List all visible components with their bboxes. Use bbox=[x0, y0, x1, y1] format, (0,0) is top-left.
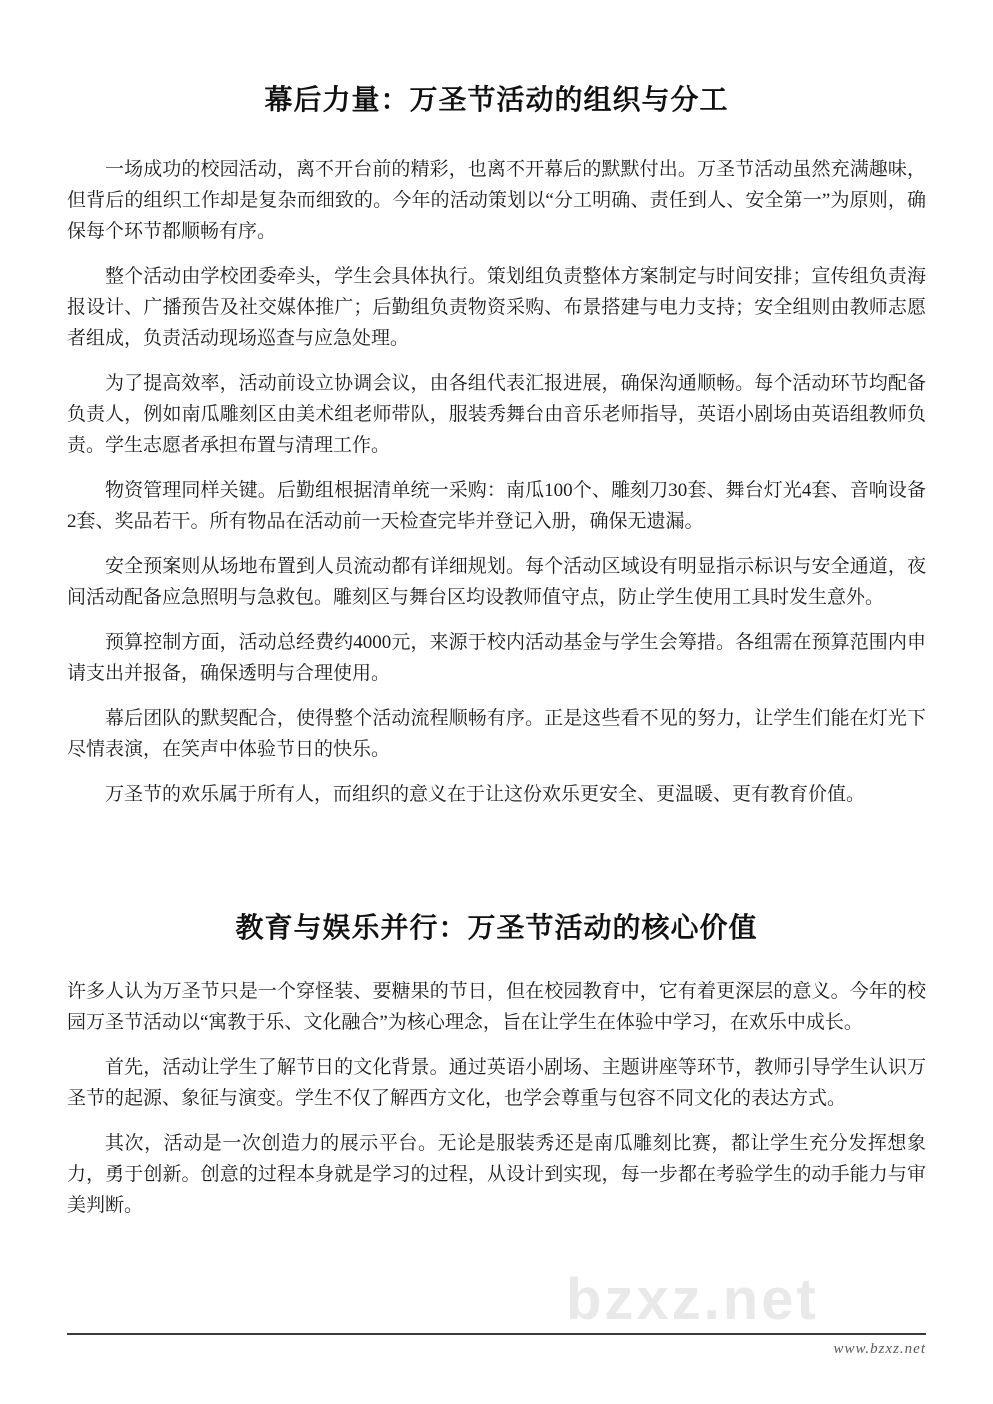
paragraph: 许多人认为万圣节只是一个穿怪装、要糖果的节日，但在校园教育中，它有着更深层的意义。今年的校园万圣节活动以“寓教于乐、文化融合”为核心理念，旨在让学生在体验中学习，在欢乐中成长。 bbox=[67, 981, 926, 1033]
section-1-title: 幕后力量：万圣节活动的组织与分工 bbox=[264, 85, 729, 116]
article-section-2 bbox=[67, 912, 926, 1221]
paragraph: 一场成功的校园活动，离不开台前的精彩，也离不开幕后的默默付出。万圣节活动虽然充满趣味，但背后的组织工作却是复杂而细致的。今年的活动策划以“分工明确、责任到人、安全第一”为原则，确保每个环节都顺畅有序。 bbox=[67, 159, 926, 242]
footer-divider bbox=[67, 1333, 926, 1335]
paragraph: 预算控制方面，活动总经费约4000元，来源于校内活动基金与学生会筹措。各组需在预算范围内申请支出并报备，确保透明与合理使用。 bbox=[67, 632, 926, 684]
paragraph: 整个活动由学校团委牵头，学生会具体执行。策划组负责整体方案制定与时间安排；宣传组负责海报设计、广播预告及社交媒体推广；后勤组负责物资采购、布景搭建与电力支持；安全组则由教师志愿者组成，负责活动现场巡查与应急处理。 bbox=[67, 266, 926, 349]
paragraph: 首先，活动让学生了解节日的文化背景。通过英语小剧场、主题讲座等环节，教师引导学生认识万圣节的起源、象征与演变。学生不仅了解西方文化，也学会尊重与包容不同文化的表达方式。 bbox=[67, 1057, 926, 1109]
paragraph: 万圣节的欢乐属于所有人，而组织的意义在于让这份欢乐更安全、更温暖、更有教育价值。 bbox=[105, 784, 866, 805]
paragraph: 幕后团队的默契配合，使得整个活动流程顺畅有序。正是这些看不见的努力，让学生们能在灯光下尽情表演，在笑声中体验节日的快乐。 bbox=[67, 708, 926, 760]
paragraph: 物资管理同样关键。后勤组根据清单统一采购：南瓜100个、雕刻刀30套、舞台灯光4套、音响设备2套、奖品若干。所有物品在活动前一天检查完毕并登记入册，确保无遗漏。 bbox=[67, 480, 926, 532]
paragraph: 其次，活动是一次创造力的展示平台。无论是服装秀还是南瓜雕刻比赛，都让学生充分发挥想象力，勇于创新。创意的过程本身就是学习的过程，从设计到实现，每一步都在考验学生的动手能力与审美判断。 bbox=[67, 1133, 926, 1216]
section-2-title: 教育与娱乐并行：万圣节活动的核心价值 bbox=[235, 913, 758, 944]
footer-url: www.bzxz.net bbox=[833, 1341, 926, 1357]
paragraph: 安全预案则从场地布置到人员流动都有详细规划。每个活动区域设有明显指示标识与安全通道，夜间活动配备应急照明与急救包。雕刻区与舞台区均设教师值守点，防止学生使用工具时发生意外。 bbox=[67, 556, 926, 608]
paragraph: 为了提高效率，活动前设立协调会议，由各组代表汇报进展，确保沟通顺畅。每个活动环节均配备负责人，例如南瓜雕刻区由美术组老师带队，服装秀舞台由音乐老师指导，英语小剧场由英语组教师负责。学生志愿者承担布置与清理工作。 bbox=[67, 373, 926, 456]
watermark: bzxz.net bbox=[566, 1267, 819, 1332]
article-section-1 bbox=[67, 84, 926, 810]
